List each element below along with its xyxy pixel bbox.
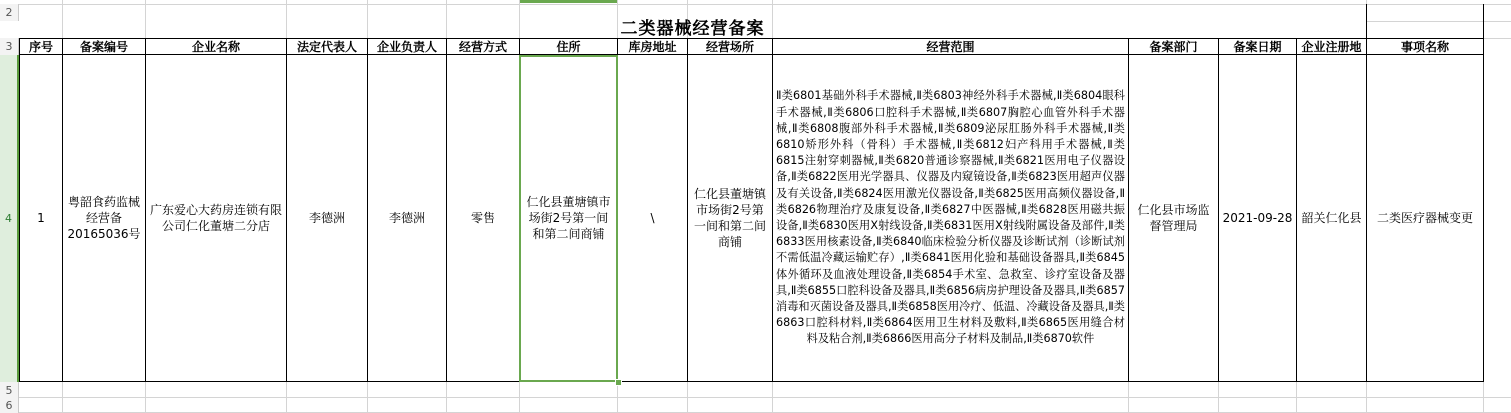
row-header-6[interactable]: 6 <box>0 398 19 413</box>
header-scope[interactable]: 经营范围 <box>926 40 975 54</box>
header-address[interactable]: 住所 <box>556 40 581 54</box>
cell-department[interactable]: 仁化县市场监督管理局 <box>1137 203 1210 233</box>
cell-address[interactable]: 仁化县董塘镇市场街2号第一间和第二间商铺 <box>526 195 611 241</box>
header-date[interactable]: 备案日期 <box>1233 40 1282 54</box>
cell-company[interactable]: 广东爱心大药房连锁有限公司仁化董塘二分店 <box>149 203 282 233</box>
header-department[interactable]: 备案部门 <box>1149 40 1198 54</box>
header-item-name[interactable]: 事项名称 <box>1400 40 1449 54</box>
header-business-mode[interactable]: 经营方式 <box>458 40 507 54</box>
header-company[interactable]: 企业名称 <box>191 40 240 54</box>
column-header-selection-indicator <box>520 0 617 3</box>
row-header-5[interactable]: 5 <box>0 382 19 398</box>
header-manager[interactable]: 企业负责人 <box>376 40 437 54</box>
fill-handle[interactable] <box>615 379 622 386</box>
header-warehouse[interactable]: 库房地址 <box>628 40 677 54</box>
row-header-2[interactable]: 2 <box>0 4 19 21</box>
cell-date[interactable]: 2021-09-28 <box>1222 211 1293 225</box>
cell-registered-place[interactable]: 韶关仁化县 <box>1301 211 1362 225</box>
cell-manager[interactable]: 李德洲 <box>388 211 425 225</box>
cell-premises[interactable]: 仁化县董塘镇市场街2号第一间和第二间商铺 <box>693 187 766 249</box>
cell-scope[interactable]: Ⅱ类6801基础外科手术器械,Ⅱ类6803神经外科手术器械,Ⅱ类6804眼科手术器械,Ⅱ类6806口腔科手术器械,Ⅱ类6807胸腔心血管外科手术器械,Ⅱ类6808腹部外科手术器械,Ⅱ类6809泌尿肛肠外科手术器械,Ⅱ类6810矫形外科（骨科）手术器械,Ⅱ类6812妇产科用手术器械,Ⅱ类6815注射穿刺器械,Ⅱ类6820普通诊察器械,Ⅱ类6821医用电子仪器设备,Ⅱ类6822医用光学器具、仪器及内窥镜设备,Ⅱ类6823医用超声仪器及有关设备,Ⅱ类6824医用激光仪器设备,Ⅱ类6825医用高频仪器设备,Ⅱ类6826物理治疗及康复设备,Ⅱ类6827中医器械,Ⅱ类6828医用磁共振设备,Ⅱ类6830医用X射线设备,Ⅱ类6831医用X射线附属设备及部件,Ⅱ类6833医用核素设备,Ⅱ类6840临床检验分析仪器及诊断试剂（诊断试剂不需低温冷藏运输贮存）,Ⅱ类6841医用化验和基础设备器具,Ⅱ类6845体外循环及血液处理设备,Ⅱ类6854手术室、急救室、诊疗室设备及器具,Ⅱ类6855口腔科设备及器具,Ⅱ类6856病房护理设备及器具,Ⅱ类6857消毒和灭菌设备及器具,Ⅱ类6858医用冷疗、低温、冷藏设备及器具,Ⅱ类6863口腔科材料,Ⅱ类6864医用卫生材料及敷料,Ⅱ类6865医用缝合材料及粘合剂,Ⅱ类6866医用高分子材料及制品,Ⅱ类6870软件 <box>776 89 1125 346</box>
header-registered-place[interactable]: 企业注册地 <box>1301 40 1362 54</box>
sheet-title[interactable]: 二类器械经营备案 <box>620 18 765 39</box>
row-header-3[interactable]: 3 <box>0 38 19 55</box>
cell-business-mode[interactable]: 零售 <box>470 211 495 225</box>
header-filing-no[interactable]: 备案编号 <box>79 40 128 54</box>
cell-item-name[interactable]: 二类医疗器械变更 <box>1376 211 1473 225</box>
cell-warehouse[interactable]: \ <box>650 211 655 225</box>
header-seq[interactable]: 序号 <box>28 40 53 54</box>
cell-seq[interactable]: 1 <box>37 211 45 225</box>
header-premises[interactable]: 经营场所 <box>705 40 754 54</box>
cell-legal-rep[interactable]: 李德洲 <box>308 211 345 225</box>
cell-filing-no[interactable]: 粤韶食药监械经营备20165036号 <box>67 195 141 241</box>
row-header-4[interactable]: 4 <box>0 55 19 382</box>
header-legal-rep[interactable]: 法定代表人 <box>296 40 357 54</box>
